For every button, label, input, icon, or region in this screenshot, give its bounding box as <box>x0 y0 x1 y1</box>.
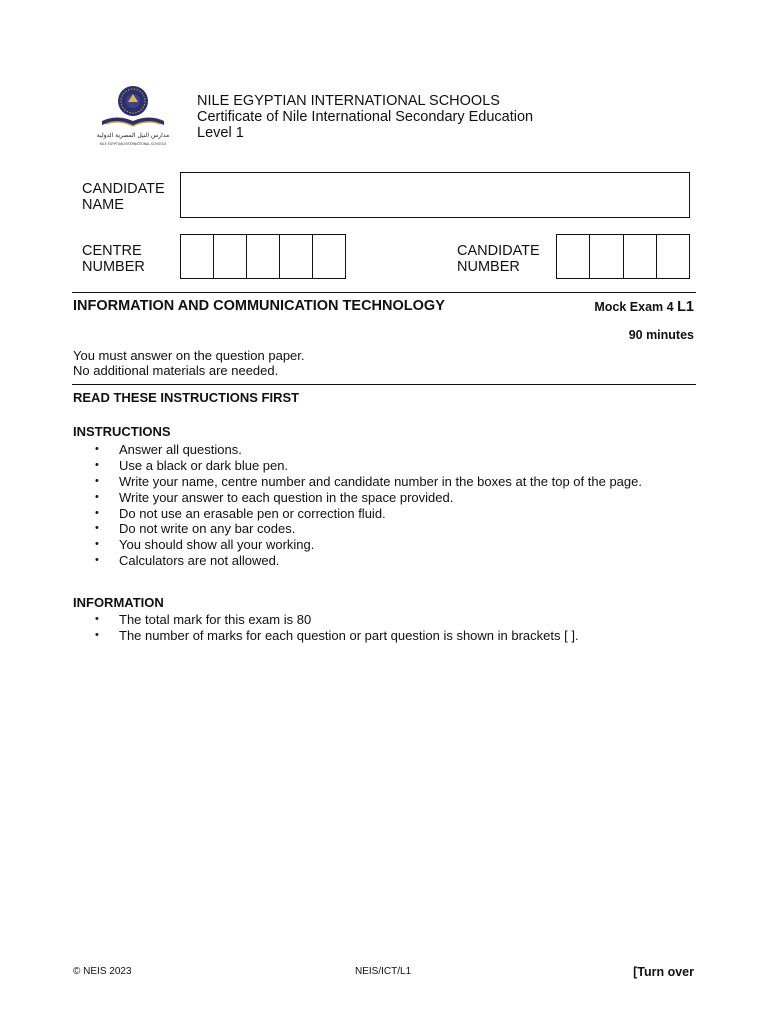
logo-english-text: NILE EGYPTIAN INTERNATIONAL SCHOOLS <box>99 142 167 146</box>
candidate-number-label-line2: NUMBER <box>457 259 520 275</box>
information-item: • The total mark for this exam is 80 <box>73 612 579 628</box>
centre-number-box[interactable] <box>180 234 346 279</box>
instruction-item: • Calculators are not allowed. <box>73 553 642 569</box>
exam-duration: 90 minutes <box>628 328 694 342</box>
school-header <box>197 93 533 141</box>
centre-digit-cell[interactable] <box>246 235 279 278</box>
centre-number-label <box>82 243 145 275</box>
candidate-digit-cell[interactable] <box>656 235 689 278</box>
instruction-item: • Write your name, centre number and candidate number in the boxes at the top of the page. <box>73 474 642 490</box>
centre-digit-cell[interactable] <box>181 235 213 278</box>
candidate-name-box[interactable] <box>180 172 690 218</box>
centre-digit-cell[interactable] <box>279 235 312 278</box>
candidate-number-box[interactable] <box>556 234 690 279</box>
divider-top <box>72 292 696 293</box>
candidate-digit-cell[interactable] <box>623 235 656 278</box>
mock-exam-level: L1 <box>677 299 694 315</box>
information-list <box>73 612 579 644</box>
turn-over-label: [Turn over <box>633 965 694 979</box>
school-logo <box>92 84 174 150</box>
divider-bottom <box>72 384 696 385</box>
centre-number-label-line2: NUMBER <box>82 259 145 275</box>
instruction-item: • Answer all questions. <box>73 442 642 458</box>
instruction-item: • Do not write on any bar codes. <box>73 521 642 537</box>
instructions-heading: INSTRUCTIONS <box>73 424 171 439</box>
level-label: Level 1 <box>197 125 244 141</box>
candidate-number-label <box>457 243 540 275</box>
footer-copyright: © NEIS 2023 <box>73 966 132 977</box>
school-name: NILE EGYPTIAN INTERNATIONAL SCHOOLS <box>197 93 500 109</box>
centre-number-label-line1: CENTRE <box>82 243 142 259</box>
read-instructions-heading: READ THESE INSTRUCTIONS FIRST <box>73 390 300 405</box>
logo-arabic-text: مدارس النيل المصرية الدولية <box>96 132 170 139</box>
candidate-name-label <box>82 181 165 213</box>
instructions-list <box>73 442 642 569</box>
subject-title: INFORMATION AND COMMUNICATION TECHNOLOGY <box>73 298 445 314</box>
footer-code: NEIS/ICT/L1 <box>355 966 412 977</box>
certificate-title: Certificate of Nile International Secondary Education <box>197 109 534 125</box>
mock-exam-label <box>594 299 694 315</box>
candidate-digit-cell[interactable] <box>589 235 622 278</box>
centre-digit-cell[interactable] <box>312 235 345 278</box>
candidate-name-label-line2: NAME <box>82 197 124 213</box>
materials-note <box>73 348 305 378</box>
materials-note-line1: You must answer on the question paper. <box>73 348 305 363</box>
materials-note-line2: No additional materials are needed. <box>73 363 279 378</box>
candidate-name-label-line1: CANDIDATE <box>82 181 165 197</box>
centre-digit-cell[interactable] <box>213 235 246 278</box>
information-heading: INFORMATION <box>73 595 164 610</box>
mock-exam-text: Mock Exam 4 <box>594 300 674 314</box>
candidate-digit-cell[interactable] <box>557 235 589 278</box>
instruction-item: • Write your answer to each question in the space provided. <box>73 490 642 506</box>
candidate-number-label-line1: CANDIDATE <box>457 243 540 259</box>
instruction-item: • Do not use an erasable pen or correction fluid. <box>73 506 642 522</box>
information-item: • The number of marks for each question or part question is shown in brackets [ ]. <box>73 628 579 644</box>
instruction-item: • You should show all your working. <box>73 537 642 553</box>
instruction-item: • Use a black or dark blue pen. <box>73 458 642 474</box>
